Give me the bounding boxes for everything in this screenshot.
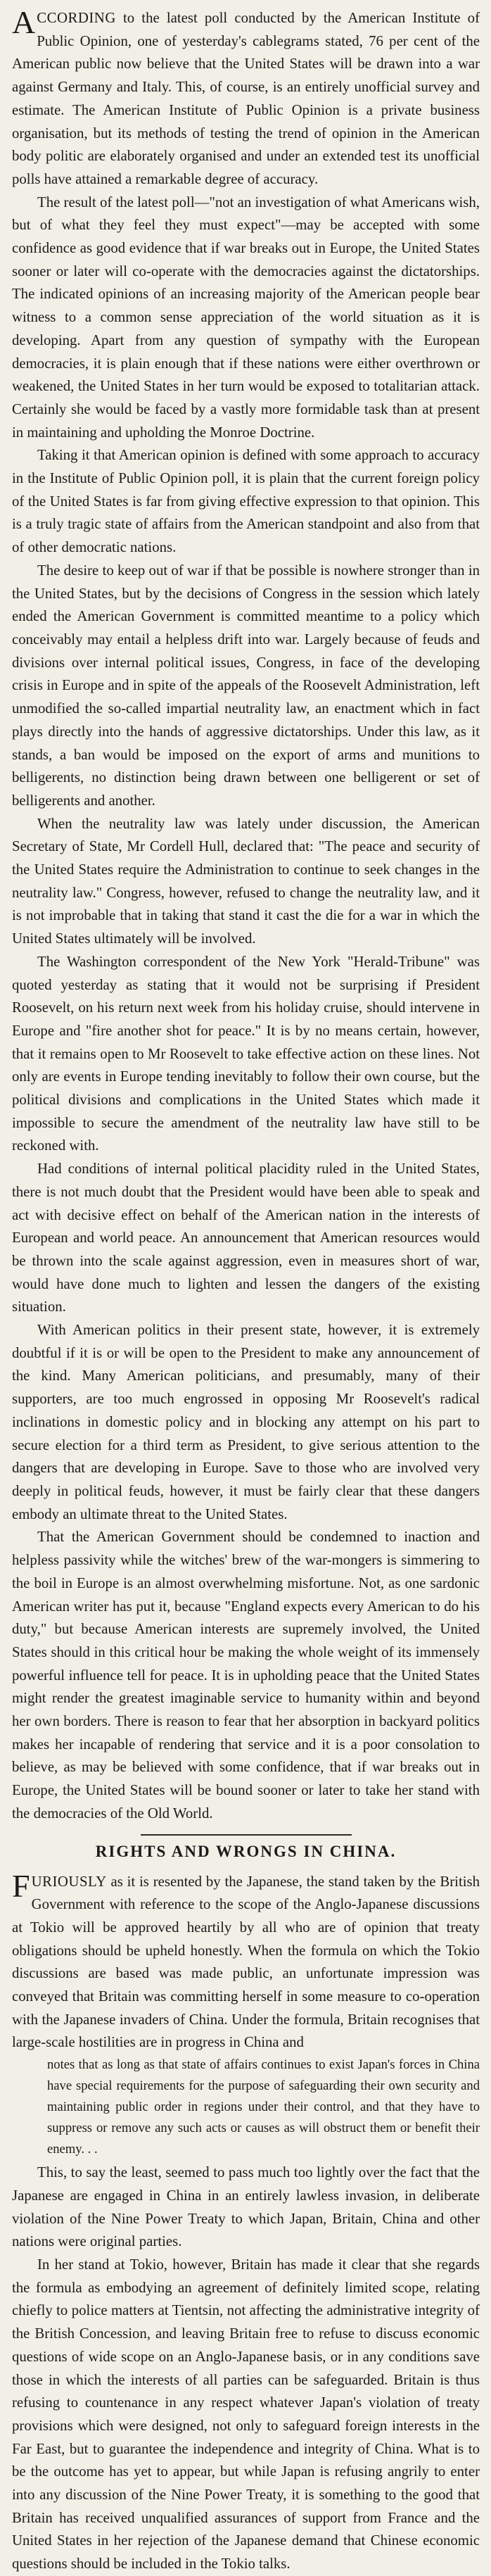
article-paragraph: Taking it that American opinion is defined with some approach to accuracy in the Institute of Public Opinion poll, it is plain that the current foreign policy of the United States is far from giving effective expression to that opinion. This is a truly tragic state of affairs from the American standpoint and also from that of other democratic nations. — [12, 447, 480, 556]
article-paragraph — [12, 1867, 480, 2055]
article-paragraph — [12, 4, 480, 191]
quote-text: notes that as long as that state of affairs continues to exist Japan's forces in China have special requirements for the purpose of safeguarding their own security and maintaining public order in regions under their control, and that they have to suppress or remove any such acts or causes as will obstruct them or benefit their enemy. . . — [47, 2057, 480, 2157]
article-paragraph: The Washington correspondent of the New York "Herald-Tribune" was quoted yesterday as stating that it would not be surprising if President Roosevelt, on his return next week from his holiday cruise, should intervene in Europe and "fire another shot for peace." It is by no means certain, however, that it remains open to Mr Roosevelt to take effective action on these lines. Not only are events in Europe tending inevitably to follow their own course, but the political divisions and complications in the United States which made it impossible to secure the amendment of the neutrality law have still to be reckoned with. — [12, 953, 480, 1154]
article-paragraph: Had conditions of internal political placidity ruled in the United States, there is not much doubt that the President would have been able to speak and act with decisive effect on behalf of the American nation in the interests of European and world peace. An announcement that American resources would be thrown into the scale against aggression, even in measures short of war, would have done much to lighten and lessen the dangers of the existing situation. — [12, 1161, 480, 1315]
article-paragraph: When the neutrality law was lately under discussion, the American Secretary of State, Mr Cordell Hull, declared that: "The peace and security of the United States require the Administration to continue to seek changes in the neutrality law." Congress, however, refused to change the neutrality law, and it is not improbable that in taking that stand it cast the die for a war in which the United States ultimately will be involved. — [12, 815, 480, 947]
paragraph-text: to the latest poll conducted by the American Institute of Public Opinion, one of yesterday's cablegrams stated, 76 per cent of the American public now believe that the United States will be drawn into a war against Germany and Italy. This, of course, is an entirely unofficial survey and estimate. The American Institute of Public Opinion is a private business organisation, but its methods of testing the trend of opinion in the American body politic are elaborately organised and under an extended test its unofficial polls have attained a remarkable degree of accuracy. — [12, 10, 480, 187]
article-paragraph: With American politics in their present state, however, it is extremely doubtful if it is or will be open to the President to make any announcement of the kind. Many American politicians, and presumably, many of their supporters, are too much engrossed in opposing Mr Roosevelt's radical inclinations in domestic policy and in blocking any attempt on his part to secure election for a third term as President, to give serious attention to the dangers that are developing in Europe. Save to those who are involved very deeply in political feuds, however, it must be fairly clear that these dangers embody an ultimate threat to the United States. — [12, 1322, 480, 1522]
article-paragraph: The result of the latest poll—"not an investigation of what Americans wish, but of what they feel they must expect"—may be accepted with some confidence as good evidence that if war breaks out in Europe, the United States sooner or later will co-operate with the democracies against the dictatorships. The indicated opinions of an increasing majority of the American people bear witness to a common sense appreciation of the world situation as it is developing. Apart from any question of sympathy with the European democracies, it is plain enough that if these nations were either overthrown or weakened, the United States in her turn would be exposed to totalitarian attack. Certainly she would be faced by a vastly more formidable task than at present in maintaining and upholding the Monroe Doctrine. — [12, 194, 480, 441]
article-paragraph: The desire to keep out of war if that be possible is nowhere stronger than in the United States, but by the decisions of Congress in the session which lately ended the American Government is committed meantime to a policy which conceivably may entail a helpless drift into war. Largely because of feuds and divisions over internal political issues, Congress, in face of the developing crisis in Europe and in spite of the appeals of the Roosevelt Administration, left unmodified the so-called impartial neutrality law, an enactment which in fact plays directly into the hands of aggressive dictatorships. Under this law, as it stands, a ban would be imposed on the export of arms and munitions to belligerents, no distinction being drawn between one belligerent or set of belligerents and another. — [12, 562, 480, 809]
article-paragraph: In her stand at Tokio, however, Britain has made it clear that she regards the formula as embodying an agreement of definitely limited scope, relating chiefly to police matters at Tientsin, not affecting the administrative integrity of the British Concession, and leaving Britain free to refuse to discuss economic questions of wide scope on an Anglo-Japanese basis, or in any conditions save those in which the interests of all parties can be safeguarded. Britain is thus refusing to countenance in any respect whatever Japan's violation of treaty provisions which were designed, not only to safeguard foreign interests in the Far East, but to guarantee the independence and integrity of China. What is to be the outcome has yet to appear, but while Japan is refusing angrily to enter into any discussion of the Nine Power Treaty, it is something to the good that Britain has received unqualified assurances of support from France and the United States in her rejection of the Japanese demand that Chinese economic questions should be included in the Tokio talks. — [12, 2256, 480, 2572]
editorial-article-american-opinion — [12, 4, 480, 1826]
drop-cap: F — [12, 1867, 30, 1904]
drop-cap: A — [12, 4, 36, 40]
editorial-article-china — [12, 1867, 480, 2576]
article-headline: RIGHTS AND WRONGS IN CHINA. — [95, 1842, 397, 1860]
paragraph-text: as it is resented by the Japanese, the stand taken by the British Government with reference to the scope of the Anglo-Japanese discussions at Tokio will be approved heartily by all who are of opinion that treaty obligations should be upheld honestly. When the formula on which the Tokio discussions are based was made public, an unfortunate impression was conveyed that Britain was committing herself in some measure to co-operation with the Japanese invaders of China. Under the formula, Britain recognises that large-scale hostilities are in progress in China and — [12, 1873, 480, 2051]
lead-small-caps: URIOUSLY — [31, 1873, 107, 1890]
lead-small-caps: CCORDING — [37, 10, 116, 26]
article-paragraph: That the American Government should be condemned to inaction and helpless passivity while the witches' brew of the war-mongers is simmering to the boil in Europe is an almost overwhelming misfortune. Not, as one sardonic American writer has put it, because "England expects every American to do his duty," but because American interests are supremely involved, the United States should in this critical hour be making the whole weight of its immensely powerful influence tell for peace. It is in upholding peace that the United States might render the greatest imaginable service to humanity within and beyond her own borders. There is reason to fear that her absorption in backyard politics makes her incapable of rendering that service and it is a poor consolation to believe, as may be believed with some confidence, that if war breaks out in Europe, the United States will be bound sooner or later to take her stand with the democracies of the Old World. — [12, 1529, 480, 1821]
article-paragraph: This, to say the least, seemed to pass much too lightly over the fact that the Japanese are engaged in China in an entirely lawless invasion, in deliberate violation of the Nine Power Treaty to which Japan, Britain, China and other nations were original parties. — [12, 2164, 480, 2250]
section-divider — [141, 1834, 352, 1836]
block-quote — [12, 2054, 480, 2160]
